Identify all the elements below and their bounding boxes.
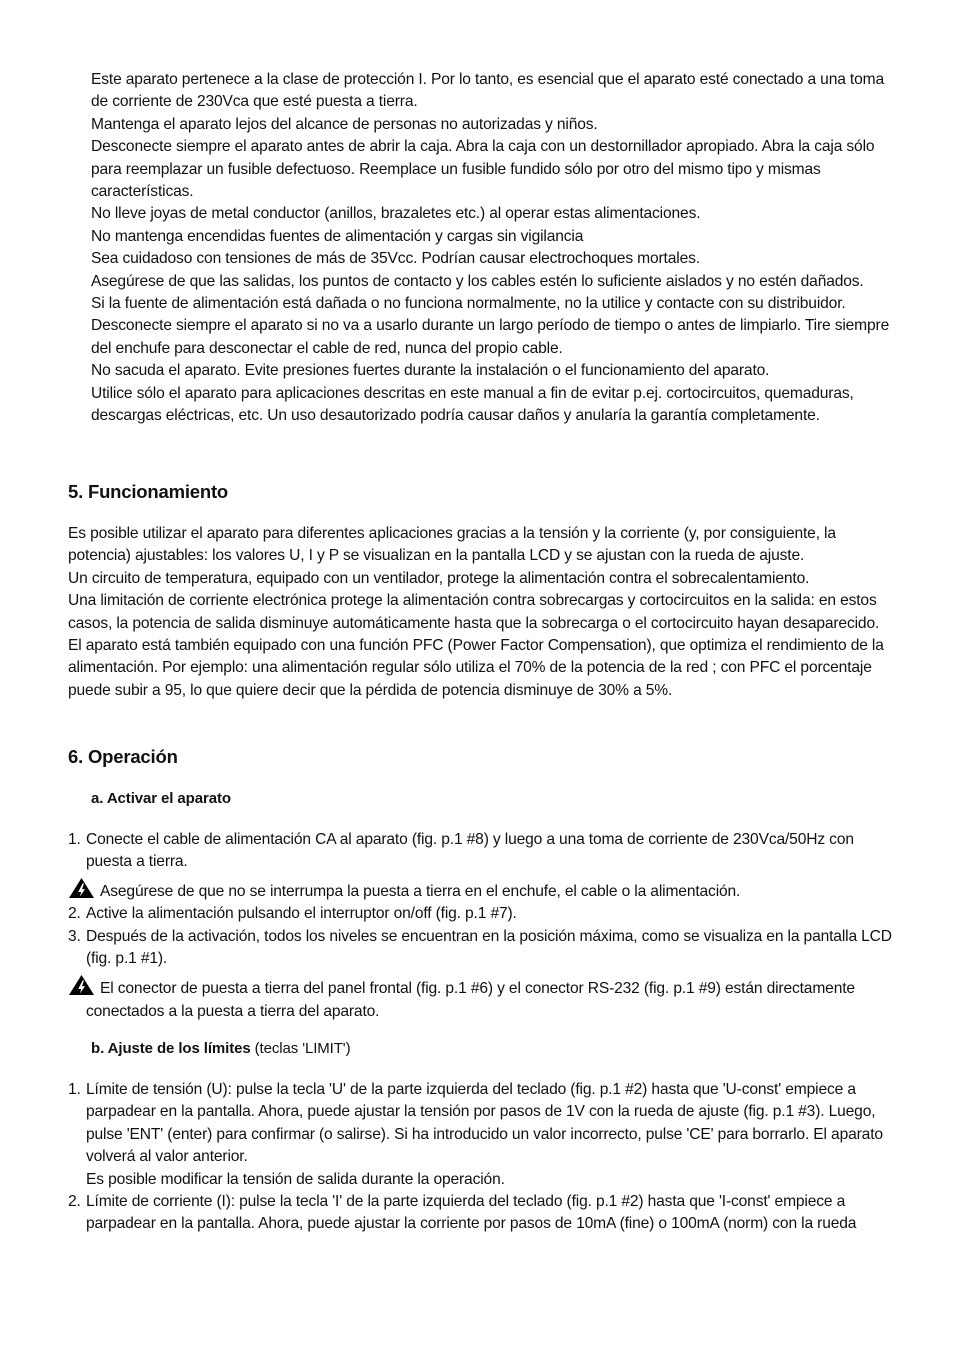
paragraph: Es posible utilizar el aparato para diferentes aplicaciones gracias a la tensión y la corriente (y, por consiguiente, la potencia) ajustables: los valores U, I y P se visualizan en la pantalla LCD y se ajustan con la rueda de ajuste.	[68, 525, 836, 565]
safety-item: Sea cuidadoso con tensiones de más de 35Vcc. Podrían causar electrochoques mortales.	[91, 250, 700, 268]
safety-item: Mantenga el aparato lejos del alcance de personas no autorizadas y niños.	[91, 115, 598, 133]
warning-note	[68, 974, 898, 1023]
safety-item: No sacuda el aparato. Evite presiones fuertes durante la instalación o el funcionamiento del aparato.	[91, 362, 770, 380]
list-item	[68, 926, 898, 971]
paragraph: Un circuito de temperatura, equipado con un ventilador, protege la alimentación contra el sobrecalentamiento.	[68, 569, 810, 587]
list-item	[68, 829, 898, 874]
paragraph: Una limitación de corriente electrónica protege la alimentación contra sobrecargas y cortocircuitos en la salida: en estos casos, la potencia de salida disminuye automáticamente hasta que la sobrecarga o el cortocircuito hayan desaparecido.	[68, 592, 880, 632]
subsection-title-activar: a. Activar el aparato	[91, 790, 231, 807]
safety-item: Desconecte siempre el aparato antes de abrir la caja. Abra la caja con un destornillador apropiado. Abra la caja sólo para reemplazar un fusible defectuoso. Reemplace un fusible fundido sólo por otro del mismo tipo y mismas características.	[91, 138, 875, 201]
safety-item: Utilice sólo el aparato para aplicaciones descritas en este manual a fin de evitar p.ej. cortocircuitos, quemaduras, descargas eléctricas, etc. Un uso desautorizado podría causar daños y anularía la garantía completamente.	[91, 384, 854, 425]
list-number: 3.	[68, 927, 81, 945]
list-number: 1.	[68, 1081, 81, 1098]
list-text: Límite de tensión (U): pulse la tecla 'U' de la parte izquierda del teclado (fig. p.1 #2) hasta que 'U-const' empiece a parpadear en la pantalla. Ahora, puede ajustar la tensión por pasos de 1V con la rueda de ajuste (fig. p.1 #3). Luego, pulse 'ENT' (enter) para confirmar (o salirse). Si ha introducido un valor incorrecto, pulse 'CE' para borrarlo. El aparato volverá al valor anterior.	[86, 1081, 883, 1166]
warning-note	[68, 877, 898, 903]
limites-steps	[68, 1079, 898, 1236]
list-text: Active la alimentación pulsando el interruptor on/off (fig. p.1 #7).	[86, 905, 517, 923]
subsection-title-limites	[91, 1040, 350, 1057]
list-item	[68, 1079, 898, 1191]
safety-item: Si la fuente de alimentación está dañada o no funciona normalmente, no la utilice y contacte con su distribuidor.	[91, 295, 846, 313]
list-item	[68, 1191, 898, 1236]
list-text: Conecte el cable de alimentación CA al aparato (fig. p.1 #8) y luego a una toma de corriente de 230Vca/50Hz con puesta a tierra.	[86, 831, 854, 871]
warning-text: El conector de puesta a tierra del panel frontal (fig. p.1 #6) y el conector RS-232 (fig. p.1 #9) están directamente conectados a la puesta a tierra del aparato.	[86, 980, 855, 1020]
subsection-title-note: (teclas 'LIMIT')	[250, 1040, 351, 1057]
list-number: 2.	[68, 1193, 81, 1211]
section-title-funcionamiento: 5. Funcionamiento	[68, 481, 229, 502]
paragraph: El aparato está también equipado con una función PFC (Power Factor Compensation), que optimiza el rendimiento de la alimentación. Por ejemplo: una alimentación regular sólo utiliza el 70% de la potencia de la red ; con PFC el porcentaje puede subir a 95, lo que quiere decir que la pérdida de potencia disminuye de 30% a 5%.	[68, 637, 884, 699]
safety-item: Este aparato pertenece a la clase de protección I. Por lo tanto, es esencial que el aparato esté conectado a una toma de corriente de 230Vca que esté puesta a tierra.	[91, 71, 884, 111]
safety-item: Desconecte siempre el aparato si no va a usarlo durante un largo período de tiempo o antes de limpiarlo. Tire siempre del enchufe para desconectar el cable de red, nunca del propio cable.	[91, 317, 890, 357]
safety-item: Asegúrese de que las salidas, los puntos de contacto y los cables estén lo suficiente aislados y no estén dañados.	[91, 272, 864, 290]
list-item	[68, 903, 898, 925]
warning-icon	[68, 974, 95, 996]
list-text: Después de la activación, todos los niveles se encuentran en la posición máxima, como se visualiza en la pantalla LCD (fig. p.1 #1).	[86, 927, 892, 968]
activar-steps	[68, 829, 898, 1023]
section-title-operacion: 6. Operación	[68, 746, 178, 767]
subsection-title-bold: b. Ajuste de los límites	[91, 1040, 251, 1057]
warning-text: Asegúrese de que no se interrumpa la puesta a tierra en el enchufe, el cable o la alimentación.	[100, 882, 741, 900]
safety-instructions	[91, 69, 891, 428]
list-number: 2.	[68, 905, 81, 923]
list-note: Es posible modificar la tensión de salida durante la operación.	[86, 1170, 505, 1188]
safety-item: No mantenga encendidas fuentes de alimentación y cargas sin vigilancia	[91, 227, 584, 245]
funcionamiento-text	[68, 523, 888, 702]
safety-item: No lleve joyas de metal conductor (anillos, brazaletes etc.) al operar estas alimentaciones.	[91, 205, 701, 223]
list-number: 1.	[68, 831, 81, 848]
warning-icon	[68, 877, 95, 899]
list-text: Límite de corriente (I): pulse la tecla 'I' de la parte izquierda del teclado (fig. p.1 #2) hasta que 'I-const' empiece a parpadear en la pantalla. Ahora, puede ajustar la corriente por pasos de 10mA (fine) o 100mA (norm) con la rueda	[86, 1193, 857, 1233]
